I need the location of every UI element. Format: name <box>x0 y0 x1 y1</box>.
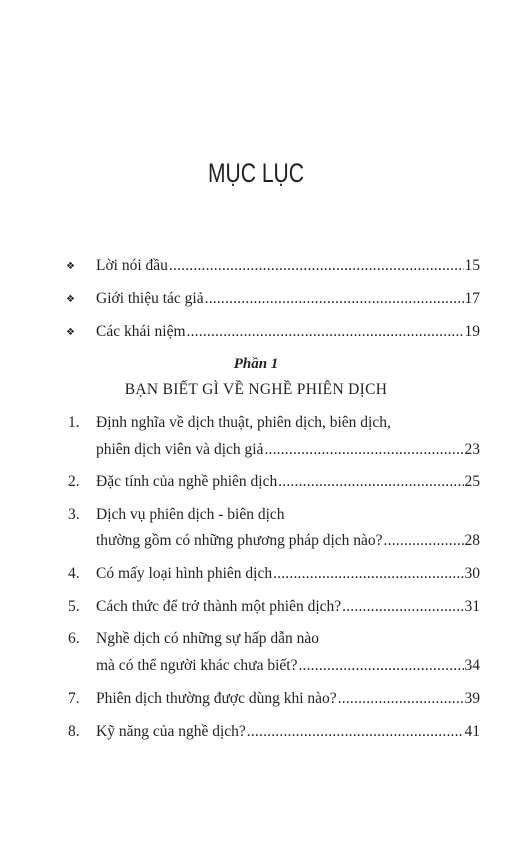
toc-page-number: 34 <box>464 657 480 674</box>
toc-entry-label: Kỹ năng của nghề dịch? <box>96 723 246 740</box>
diamond-bullet-icon: ❖ <box>66 261 75 272</box>
dot-leader <box>342 597 463 617</box>
toc-entry-line: Dịch vụ phiên dịch - biên dịch <box>96 506 285 523</box>
toc-page-number: 28 <box>464 532 480 549</box>
toc-entry-1[interactable] <box>96 440 480 460</box>
toc-entry-label: Các khái niệm <box>96 323 186 340</box>
toc-entry-preface[interactable] <box>96 256 480 276</box>
toc-page-number: 23 <box>464 441 480 458</box>
dot-leader <box>187 322 464 342</box>
toc-entry-label: Cách thức để trở thành một phiên dịch? <box>96 598 342 615</box>
toc-entry-4[interactable] <box>96 564 480 584</box>
toc-entry-8[interactable] <box>96 722 480 742</box>
toc-page-number: 30 <box>464 565 480 582</box>
toc-entry-3[interactable] <box>96 531 480 551</box>
entry-number: 7. <box>68 690 80 707</box>
dot-leader <box>264 440 463 460</box>
toc-entry-label: thường gồm có những phương pháp dịch nào? <box>96 532 383 549</box>
dot-leader <box>298 656 463 676</box>
toc-entry-label: mà có thể người khác chưa biết? <box>96 657 298 674</box>
toc-entry-author[interactable] <box>96 289 480 309</box>
toc-entry-line: Nghề dịch có những sự hấp dẫn nào <box>96 630 319 647</box>
toc-entry-label: Giới thiệu tác giả <box>96 290 204 307</box>
toc-entry-label: Lời nói đầu <box>96 257 168 274</box>
entry-number: 5. <box>68 598 80 615</box>
toc-entry-7[interactable] <box>96 689 480 709</box>
page-title: MỤC LỤC <box>208 158 304 188</box>
dot-leader <box>247 722 464 742</box>
toc-page-number: 15 <box>464 257 480 274</box>
diamond-bullet-icon: ❖ <box>66 327 75 338</box>
toc-entry-6[interactable] <box>96 656 480 676</box>
toc-entry-label: Đặc tính của nghề phiên dịch <box>96 473 278 490</box>
dot-leader <box>278 472 463 492</box>
dot-leader <box>169 256 464 276</box>
entry-number: 8. <box>68 723 80 740</box>
toc-entry-concepts[interactable] <box>96 322 480 342</box>
entry-number: 4. <box>68 565 80 582</box>
entry-number: 2. <box>68 473 80 490</box>
dot-leader <box>338 689 464 709</box>
toc-entry-2[interactable] <box>96 472 480 492</box>
diamond-bullet-icon: ❖ <box>66 294 75 305</box>
toc-page-number: 41 <box>464 723 480 740</box>
toc-page-number: 17 <box>464 290 480 307</box>
part-label: Phần 1 <box>233 356 279 372</box>
entry-number: 3. <box>68 506 80 523</box>
toc-entry-5[interactable] <box>96 597 480 617</box>
dot-leader <box>205 289 464 309</box>
entry-number: 6. <box>68 630 80 647</box>
toc-page-number: 25 <box>464 473 480 490</box>
dot-leader <box>273 564 463 584</box>
entry-number: 1. <box>68 414 80 431</box>
toc-page-number: 39 <box>464 690 480 707</box>
dot-leader <box>384 531 464 551</box>
toc-entry-label: phiên dịch viên và dịch giả <box>96 441 264 458</box>
part-title: BẠN BIẾT GÌ VỀ NGHỀ PHIÊN DỊCH <box>124 381 388 398</box>
toc-page-number: 31 <box>464 598 480 615</box>
toc-entry-label: Phiên dịch thường được dùng khi nào? <box>96 690 337 707</box>
toc-entry-label: Có mấy loại hình phiên dịch <box>96 565 273 582</box>
toc-page-number: 19 <box>464 323 480 340</box>
toc-entry-line: Định nghĩa về dịch thuật, phiên dịch, biên dịch, <box>96 414 391 431</box>
